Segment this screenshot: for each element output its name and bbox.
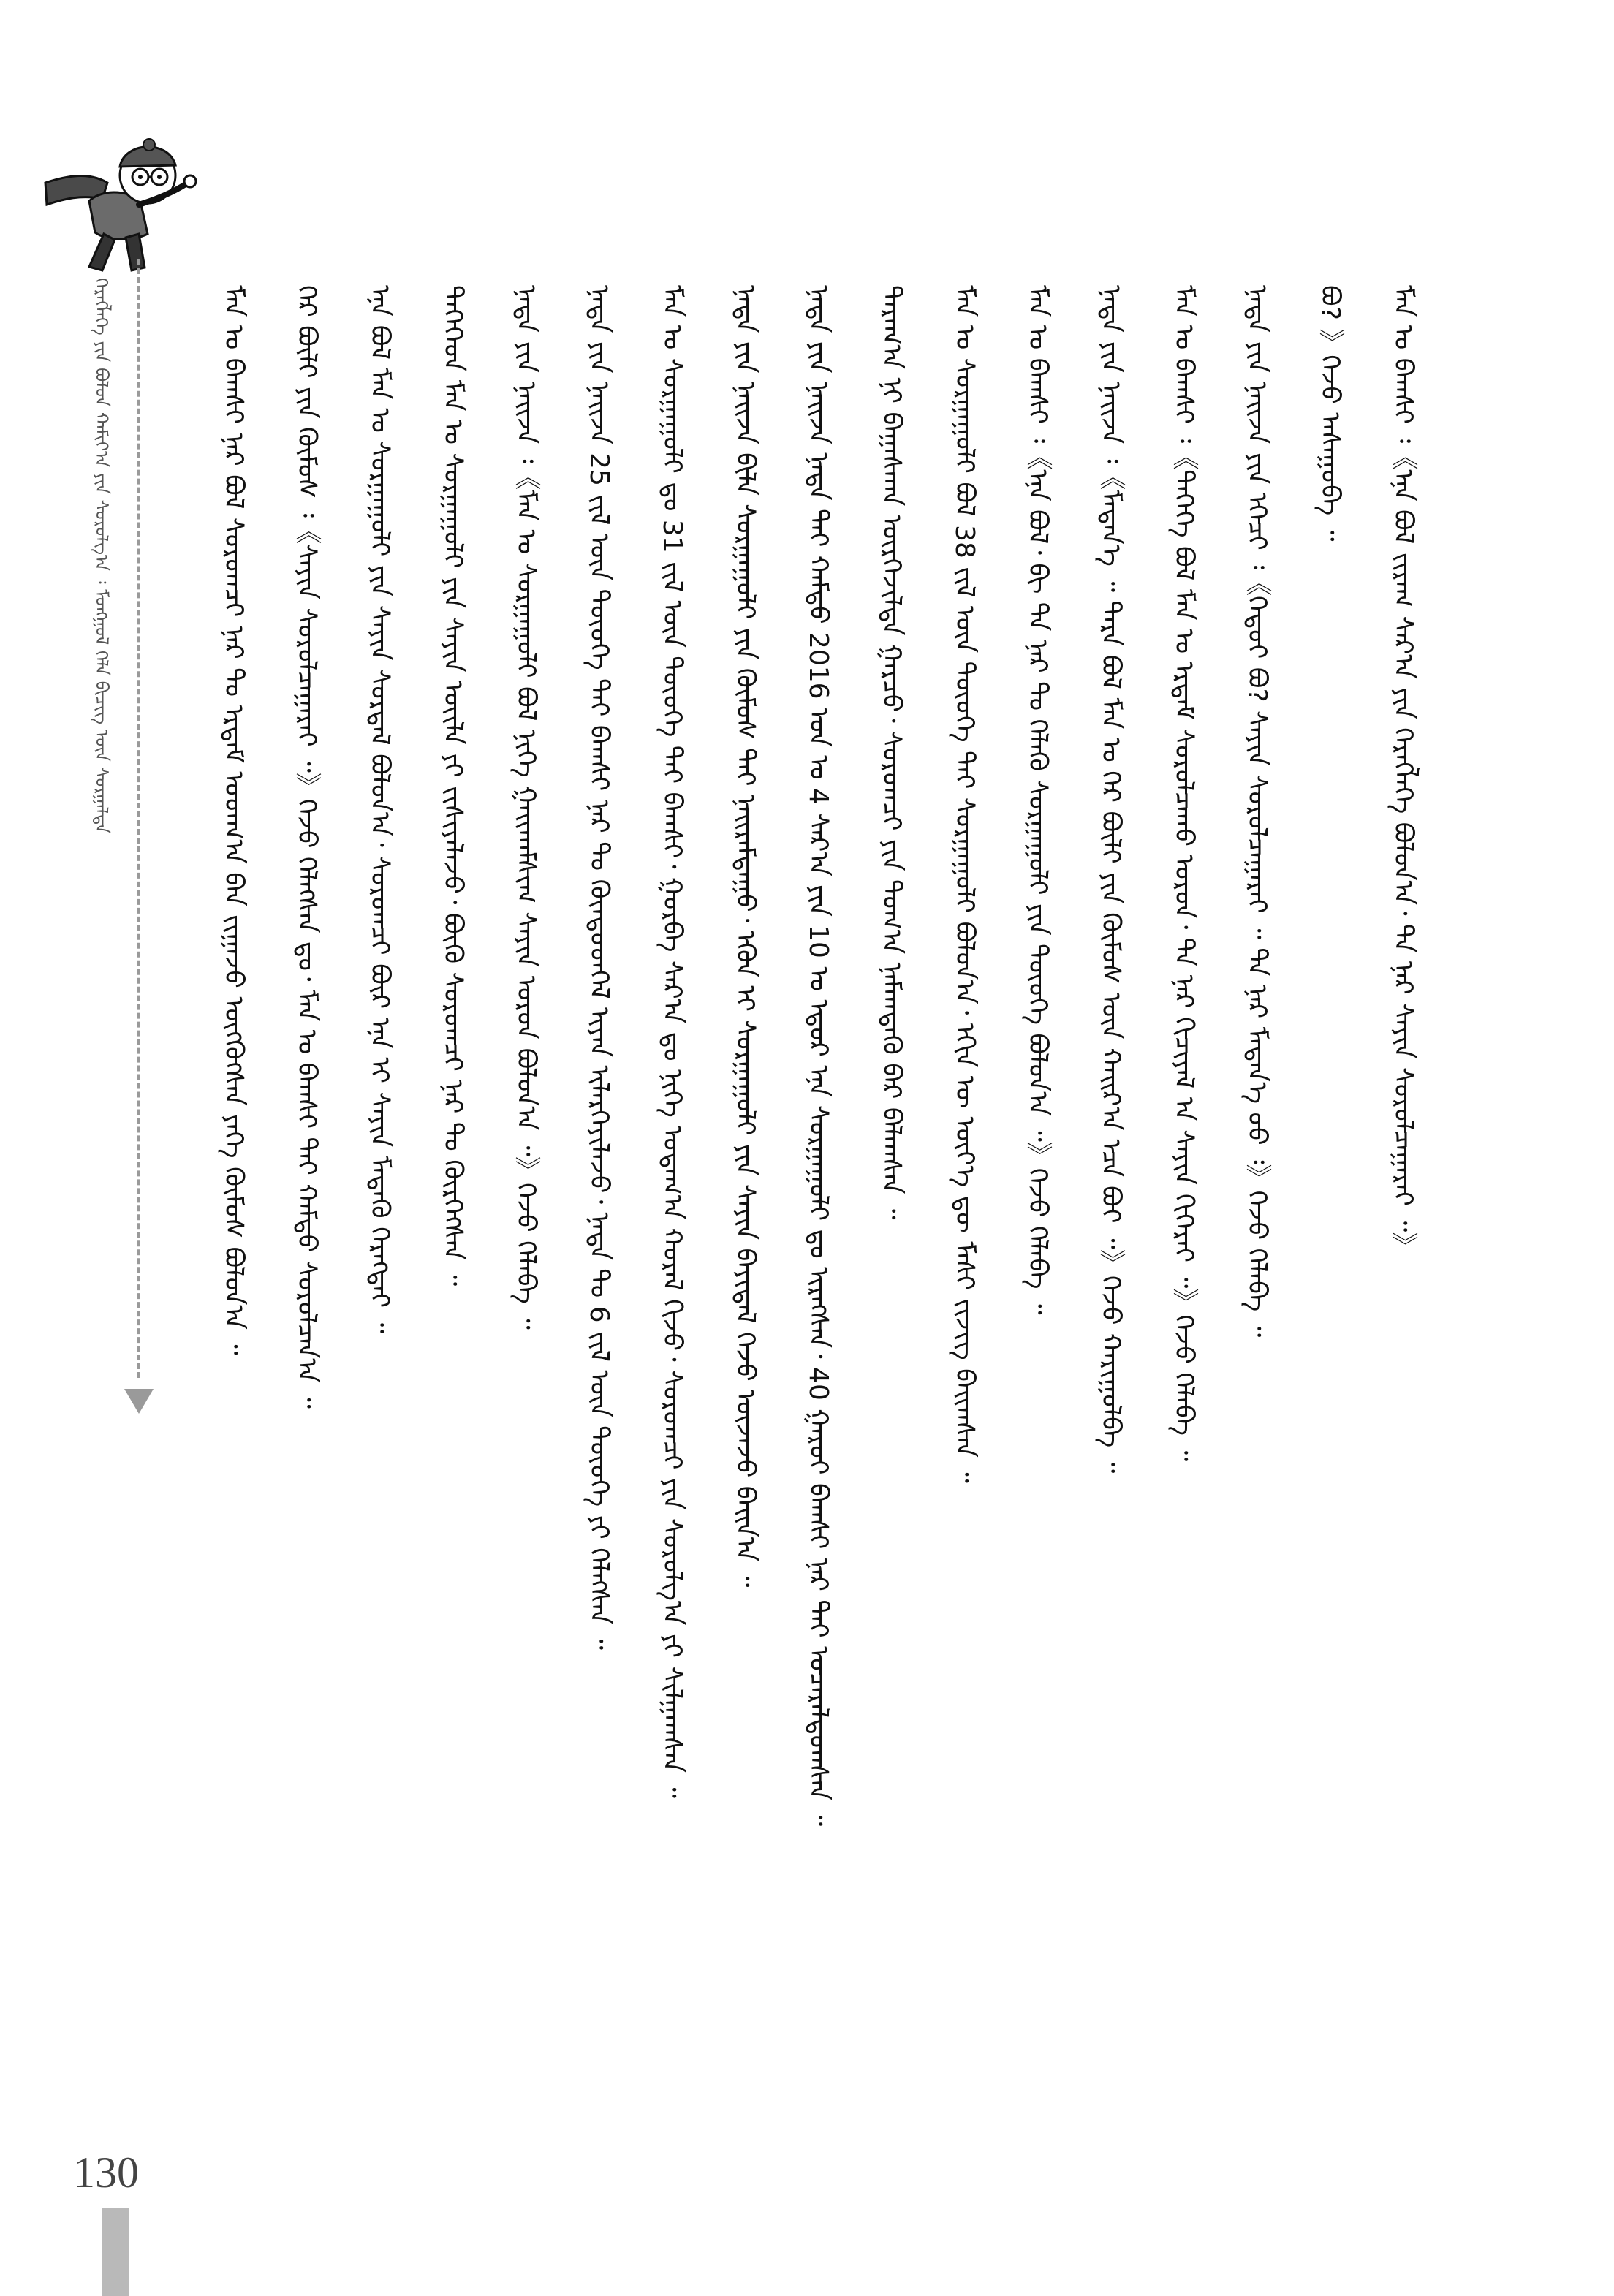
- text-column: ᠪᠣ? 》ᠭᠡᠵᠦ ᠠᠰᠠᠭᠤᠪᠠ ᠃: [1315, 285, 1345, 542]
- text-column: ᠭᠡᠷ ᠪᠦᠯᠢ ᠶᠢᠨ ᠬᠦᠮᠦᠰ ᠄《ᠰᠠᠶᠢᠨ ᠰᠤᠷᠤᠯᠴᠠᠭᠠᠷᠠᠢ ᠃》ᠭᠡᠵᠦ ᠬᠡᠯᠡᠭᠰᠡᠨ ᠳᠤ᠂ ᠮᠠᠨ ᠤ ᠪᠠᠭᠰᠢ ᠲᠠᠢ ᠬᠠᠮᠲᠤ ᠰᠤᠷᠤᠯᠴᠠᠨ᠎ᠠ ᠃: [292, 285, 322, 1409]
- text-column: ᠡᠨᠡ ᠪᠣᠯ ᠮᠠᠨ ᠤ ᠰᠤᠷᠭᠠᠭᠤᠯᠢ ᠶᠢᠨ ᠰᠠᠶᠢᠨ ᠰᠤᠷᠲᠠᠯ ᠪᠣᠯᠤᠨ᠎ᠠ᠂ ᠰᠤᠷᠤᠭᠴᠢ ᠪᠦᠷ ᠡᠨᠡ ᠢ ᠰᠠᠶᠢᠨ ᠮᠡᠳᠡᠬᠦ ᠬᠡᠷᠡᠭᠲᠡᠢ ᠃: [365, 285, 395, 1334]
- header-dashed-rule: [137, 259, 140, 1378]
- text-column: ᠲᠡᠭᠡᠭᠡᠳ ᠮᠠᠨ ᠤ ᠰᠤᠷᠭᠠᠭᠤᠯᠢ ᠶᠢᠨ ᠰᠠᠶᠢᠨ ᠦᠢᠯᠡ ᠶᠢ ᠵᠢᠰᠢᠶᠡᠯᠡᠵᠦ᠂ ᠪᠦᠬᠦ ᠰᠤᠷᠤᠭᠴᠢ ᠨᠠᠷ ᠲᠤ ᠬᠦᠷᠭᠡᠭᠰᠡᠨ ᠃: [438, 285, 468, 1287]
- text-column: ᠨᠠᠳᠠ ᠶᠢᠨ ᠨᠠᠢᠵᠠ 25 ᠵᠢᠯ ᠦᠨ ᠲᠦᠦᠬᠡ ᠲᠠᠢ ᠪᠠᠭᠰᠢ ᠨᠠᠷ ᠲᠤ ᠬᠦᠨᠳᠦᠳᠬᠡᠯ ᠢᠶᠠᠨ ᠢᠯᠡᠷᠬᠡᠶᠢᠯᠡᠵᠦ᠂ ᠨᠠᠳᠠ ᠲᠤ 6 ᠵᠢᠯ ᠦᠨ ᠲᠦᠦᠬᠡ ᠶᠢ ᠬᠡᠯᠡᠭᠰᠡᠨ ᠃: [584, 285, 614, 1650]
- page-edge-tab: [102, 2208, 129, 2296]
- flying-boy-illustration: [38, 132, 206, 278]
- text-column: ᠨᠠᠳᠠ ᠶᠢᠨ ᠨᠠᠢᠵᠠ ᠶᠢᠨ ᠡᠭᠡᠴᠢ ᠄《ᠬᠡᠳᠦᠢ ᠪᠣ? ᠰᠠᠶᠢᠨ ᠰᠤᠷᠤᠯᠴᠠᠭᠠᠷᠠᠢ ᠃ ᠲᠠ ᠨᠠᠷ ᠮᠡᠳᠡᠨ᠎ᠡ ᠦᠦ ᠄》ᠭᠡᠵᠦ ᠬᠡᠯᠡᠪᠡ ᠃: [1242, 285, 1272, 1338]
- text-column: ᠳᠠᠷᠠᠭ᠎ᠠ ᠨᠢ ᠪᠠᠭᠠᠰᠬᠠᠨ ᠥᠷᠭᠡᠵᠢᠯᠲᠡ ᠭᠠᠷᠴᠤ᠂ ᠰᠤᠷᠤᠭᠴᠢ ᠶᠢᠨ ᠲᠣᠭ᠎ᠠ ᠨᠡᠮᠡᠭ᠍ᠳᠡᠬᠦ ᠪᠡᠷ ᠪᠠᠯᠠᠭᠰᠠᠨ ᠃: [876, 285, 906, 1220]
- text-column: ᠨᠠᠳᠠ ᠶᠢᠨ ᠨᠠᠢᠵᠠ ᠨᠠᠳᠠ ᠲᠠᠢ ᠬᠠᠮᠲᠤ 2016 ᠣᠨ ᠤ 4 ᠰᠠᠷ᠎ᠠ ᠶᠢᠨ 10 ᠤ ᠡᠳᠦᠷ ᠡᠨᠡ ᠰᠤᠷᠭᠠᠭᠤᠯᠢ ᠳᠤ ᠢᠷᠡᠭᠰᠡᠨ᠂ 40 ᠭᠠᠷᠤᠢ ᠪᠠᠭᠰᠢ ᠨᠠᠷ ᠲᠠᠢ ᠤᠴᠠᠷᠠᠯᠳᠤᠭᠰᠠᠨ ᠃: [803, 285, 833, 1827]
- text-column: ᠮᠠᠨ ᠤ ᠰᠤᠷᠭᠠᠭᠤᠯᠢ ᠳᠤ 31 ᠵᠢᠯ ᠦᠨ ᠲᠦᠦᠬᠡ ᠲᠠᠢ ᠪᠠᠭᠰᠢ᠂ ᠭᠤᠷᠪᠠ ᠰᠠᠷ᠎ᠠ ᠳᠤ ᠨᠢᠭᠡ ᠤᠳᠠᠭ᠎ᠠ ᠬᠤᠷᠠᠯ ᠬᠢᠵᠦ᠂ ᠰᠤᠷᠤᠭᠴᠢ ᠶᠢᠨ ᠰᠤᠷᠤᠯᠭ᠎ᠠ ᠶᠢ ᠰᠢᠯᠭᠠᠭᠰᠠᠨ ᠃: [657, 285, 687, 1798]
- body-text: [183, 285, 1425, 2200]
- text-column: ᠮᠠᠨ ᠤ ᠪᠠᠭᠰᠢ ᠄《ᠡᠨᠡ ᠪᠣᠯ ᠵᠢᠷᠠᠭ ᠰᠠᠷ᠎ᠠ ᠶᠢᠨ ᠬᠡᠷᠡᠭᠯᠡᠭᠡ ᠪᠣᠯᠤᠨ᠎ᠠ᠂ ᠲᠠ ᠨᠠᠷ ᠰᠠᠶᠢᠨ ᠰᠤᠷᠤᠯᠴᠠᠭᠠᠷᠠᠢ ᠃》: [1388, 285, 1418, 1259]
- running-header-title: ᠬᠡᠷᠡᠭᠯᠡᠭᠡ ᠶᠢᠨ ᠪᠣᠯᠣᠨ ᠬᠠᠮᠢᠶ᠎ᠠ ᠶᠢᠨ ᠰᠤᠷᠤᠯᠭ᠎ᠠ ᠄ ᠮᠣᠩᠭᠣᠯ ᠬᠡᠯᠡ ᠪᠢᠴᠢᠭ ᠦᠨ ᠰᠤᠷᠭᠠᠯᠲᠠ: [91, 278, 112, 834]
- text-column: ᠮᠠᠨ ᠤ ᠪᠠᠭᠰᠢ ᠄《ᠲᠡᠭᠡᠭᠡ ᠪᠣᠯ ᠮᠠᠨ ᠤ ᠡᠷᠳᠡᠮ ᠰᠤᠷᠤᠯᠴᠠᠬᠤ ᠣᠷᠤᠨ᠂ ᠲᠠ ᠨᠠᠷ ᠬᠢᠴᠢᠶᠡᠯ ᠡᠨ ᠰᠠᠶᠢᠨ ᠬᠢᠭᠡᠷᠡᠢ ᠃》ᠭᠡᠵᠦ ᠬᠡᠯᠡᠪᠡ ᠃: [1169, 285, 1199, 1462]
- text-column: ᠨᠠᠳᠠ ᠶᠢᠨ ᠨᠠᠢᠵᠠ ᠪᠢᠯᠡ ᠰᠤᠷᠭᠠᠭᠤᠯᠢ ᠶᠢᠨ ᠬᠦᠮᠦᠰ ᠲᠡᠢ ᠨᠠᠢᠷᠠᠮᠳᠠᠭᠤ᠂ ᠡᠭᠦᠨ ᠢ ᠰᠤᠷᠭᠠᠭᠤᠯᠢ ᠶᠢᠨ ᠰᠠᠶᠢᠨ ᠪᠠᠶᠢᠳᠠᠯ ᠭᠡᠵᠦ ᠦᠵᠡᠵᠦ ᠪᠠᠢᠨ᠎ᠠ ᠃: [730, 285, 760, 1588]
- text-column: ᠮᠠᠨ ᠤ ᠰᠤᠷᠭᠠᠭᠤᠯᠢ ᠪᠣᠯ 38 ᠵᠢᠯ ᠦᠨ ᠲᠦᠦᠬᠡ ᠲᠠᠢ ᠰᠤᠷᠭᠠᠭᠤᠯᠢ ᠪᠣᠯᠤᠨ᠎ᠠ᠂ ᠡᠬᠢᠨ ᠦ ᠦᠶ᠎ᠡ ᠳᠦ ᠮᠠᠰᠢ ᠵᠢᠵᠢᠭ ᠪᠠᠢᠭᠰᠠᠨ ᠃: [950, 285, 980, 1483]
- triangle-arrow-icon: [124, 1389, 154, 1414]
- text-column: ᠮᠠᠨ ᠤ ᠪᠠᠭᠰᠢ ᠄《ᠡᠨᠡ ᠪᠣᠯ᠂ ᠪᠢ ᠲᠠ ᠨᠠᠷ ᠲᠤ ᠬᠡᠯᠡᠬᠦ ᠰᠤᠷᠭᠠᠭᠤᠯᠢ ᠶᠢᠨ ᠲᠦᠦᠬᠡ ᠪᠣᠯᠤᠨ᠎ᠠ ᠃》ᠭᠡᠵᠦ ᠬᠡᠯᠡᠪᠡ ᠃: [1023, 285, 1053, 1315]
- text-column: ᠨᠠᠳᠠ ᠶᠢᠨ ᠨᠠᠢᠵᠠ ᠄《ᠮᠡᠳᠡᠨ᠎ᠡ ᠃ ᠲᠡᠷᠡ ᠪᠣᠯ ᠮᠠᠨ ᠤ ᠭᠡᠷ ᠪᠦᠯᠢ ᠶᠢᠨ ᠬᠦᠮᠦᠰ ᠦᠨ ᠬᠠᠢᠷ᠎ᠠ ᠡᠴᠡ ᠪᠣᠶ ᠃》ᠭᠡᠵᠦ ᠬᠠᠷᠢᠭᠤᠯᠪᠠ ᠃: [1096, 285, 1126, 1474]
- page-number: 130: [73, 2148, 139, 2197]
- text-column: ᠮᠠᠨ ᠤ ᠪᠠᠭᠰᠢ ᠨᠠᠷ ᠪᠣᠯ ᠰᠤᠷᠤᠭᠴᠢ ᠨᠠᠷ ᠲᠤ ᠡᠷᠳᠡᠮ ᠤᠳᠬ᠎ᠠ ᠪᠠᠨ ᠵᠢᠭᠠᠵᠤ ᠥᠭᠭᠦᠭᠰᠡᠨ ᠶᠡᠬᠡ ᠬᠦᠮᠦᠰ ᠪᠣᠯᠤᠨ᠎ᠠ ᠃: [219, 285, 249, 1355]
- text-column: ᠨᠠᠳᠠ ᠶᠢᠨ ᠨᠠᠢᠵᠠ ᠄《ᠮᠠᠨ ᠤ ᠰᠤᠷᠭᠠᠭᠤᠯᠢ ᠪᠣᠯ ᠨᠢᠭᠡ ᠭᠠᠢᠬᠠᠮᠰᠢᠭ ᠰᠠᠶᠢᠨ ᠣᠷᠤᠨ ᠪᠣᠯᠤᠨ᠎ᠠ ᠃》ᠭᠡᠵᠦ ᠬᠡᠯᠡᠪᠡ ᠃: [511, 285, 541, 1330]
